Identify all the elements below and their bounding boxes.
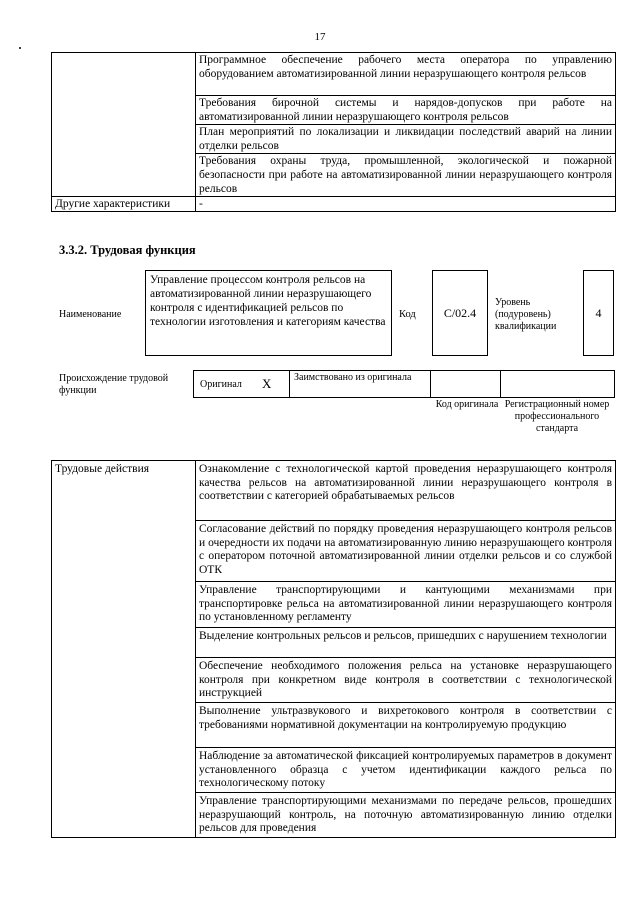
page-number: 17 <box>314 31 326 43</box>
table-cell: Выполнение ультразвукового и вихретокового контроля в соответствии с требованиями нормативной документации на контролируемую продукцию <box>196 703 616 748</box>
table-cell: Управление транспортирующими и кантующими механизмами при транспортировке рельса на автоматизированной линии неразрушающего контроля по установленному регламенту <box>196 582 616 628</box>
table-cell: Управление транспортирующими механизмами по передаче рельсов, прошедших неразрушающий контроль, на поточную автоматизированную линию отделки рельсов для проведения <box>196 793 616 838</box>
table-cell: Выделение контрольных рельсов и рельсов, пришедших с нарушением технологии <box>196 628 616 658</box>
table-cell: Требования охраны труда, промышленной, экологической и пожарной безопасности при работе на автоматизированной линии неразрушающего контроля рельсов <box>196 154 616 197</box>
labor-actions-table <box>51 460 616 838</box>
table-label: Трудовые действия <box>52 461 196 838</box>
reg-number-label: Регистрационный номер профессионального стандарта <box>504 399 610 434</box>
code-label: Код <box>399 309 416 320</box>
table-cell: Наблюдение за автоматической фиксацией контролируемых параметров в документ установленного образца с учетом идентификации каждого рельса по технологическому потоку <box>196 748 616 793</box>
original-label: Оригинал <box>200 379 242 390</box>
code-value-box: С/02.4 <box>432 270 488 356</box>
table-cell: Обеспечение необходимого положения рельса на установке неразрушающего контроля при конкретном виде контроля в соответствии с технологической инструкцией <box>196 658 616 703</box>
table-row <box>52 461 616 521</box>
table-cell: Согласование действий по порядку проведения неразрушающего контроля рельсов и очередности их подачи на автоматизированную линию неразрушающего контроля с оператором поточной автоматизированной линии отделки рельсов и со службой ОТК <box>196 521 616 582</box>
table-cell: План мероприятий по локализации и ликвидации последствий аварий на линии отделки рельсов <box>196 125 616 154</box>
table-cell-empty <box>52 53 196 197</box>
table-cell: Программное обеспечение рабочего места оператора по управлению оборудованием автоматизированной линии неразрушающего контроля рельсов <box>196 53 616 96</box>
reg-number-cell <box>500 370 615 398</box>
table-label: Другие характеристики <box>52 197 196 212</box>
section-title: 3.3.2. Трудовая функция <box>59 243 196 257</box>
knowledge-table <box>51 52 616 212</box>
function-name-box: Управление процессом контроля рельсов на автоматизированной линии неразрушающего контроля с идентификацией рельсов по технологии изготовления и категориям качества <box>145 270 392 356</box>
origin-original-cell <box>193 370 290 398</box>
origin-label: Происхождение трудовой функции <box>59 373 169 396</box>
table-cell: Ознакомление с технологической картой проведения неразрушающего контроля качества рельсов на автоматизированной линии неразрушающего контроля в соответствии с категорией обрабатываемых рельсов <box>196 461 616 521</box>
scan-dot <box>19 47 21 49</box>
table-cell: Требования бирочной системы и нарядов-допусков при работе на автоматизированной линии неразрушающего контроля рельсов <box>196 96 616 125</box>
table-row <box>52 197 616 212</box>
table-row <box>52 53 616 96</box>
borrowed-cell: Заимствовано из оригинала <box>289 370 431 398</box>
level-label: Уровень (подуровень) квалификации <box>495 297 557 332</box>
level-value-box: 4 <box>583 270 614 356</box>
original-mark: X <box>262 376 272 391</box>
table-cell: - <box>196 197 616 212</box>
code-original-cell <box>430 370 501 398</box>
name-label: Наименование <box>59 309 122 320</box>
code-original-label: Код оригинала <box>435 399 499 410</box>
